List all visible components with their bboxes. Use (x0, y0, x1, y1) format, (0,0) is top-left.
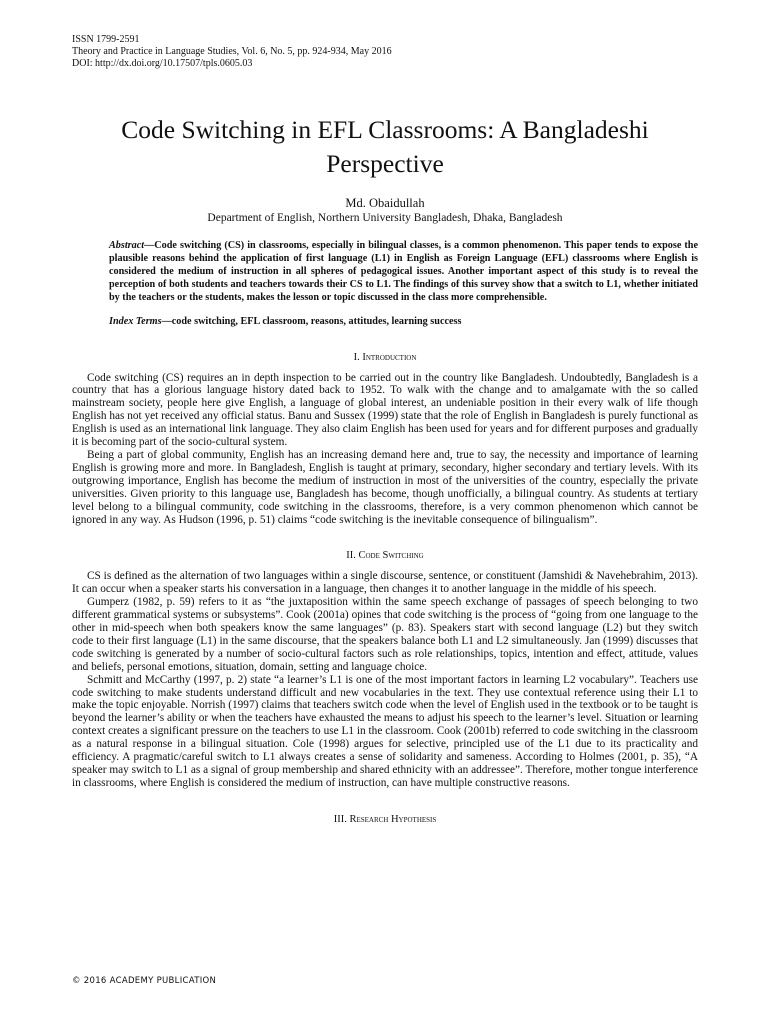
issn-line: ISSN 1799-2591 (72, 34, 140, 45)
paper-title: Code Switching in EFL Classrooms: A Bangladeshi Perspective (121, 115, 649, 178)
author-affiliation: Department of English, Northern University Bangladesh, Dhaka, Bangladesh (207, 212, 563, 224)
body-paragraph: Gumperz (1982, p. 59) refers to it as “the juxtaposition within the same speech exchange of passages of speech belonging to two different grammatical systems or subsystems”. Cook (2001a) opines that code switching is the process of “going from one language to the other in mid-speech when both speakers know the same languages” (p. 83). Speakers start with second language (L2) but they switch code to their first language (L1) in the same discourse, that the speakers balance both L1 and L2 simultaneously. Jan (1999) discusses that code switching is generated by a number of socio-cultural factors such as role relationships, topics, intention and effect, attitude, values and beliefs, personal emotions, situation, domain, setting and language choice. (72, 596, 698, 673)
body-paragraph: Schmitt and McCarthy (1997, p. 2) state “a learner’s L1 is one of the most important factors in learning L2 vocabulary”. Teachers use code switching to make students understand difficult and new vocabularies in the text. They use contextual reference using their L1 to make the topic enjoyable. Norrish (1997) claims that teachers switch code when the level of English used in the textbook or to be taught is beyond the learner’s ability or when the teachers have exhausted the means to adjust his speech to the learner’s level. Situation or learning context creates a significant pressure on the teachers to use L1 in the classroom. Cook (2001b) referred to code switching in the classroom as a natural response in a bilingual situation. Cole (1998) argues for selective, principled use of the L1 due to its practicality and efficiency. A pragmatic/careful switch to L1 always creates a sense of solidarity and sameness. According to Holmes (2001, p. 35), “A speaker may switch to L1 as a signal of group membership and shared ethnicity with an addressee”. Therefore, mother tongue interference in classrooms, where English is considered the medium of instruction, can have multiple constructive reasons. (72, 673, 698, 789)
index-terms-text: —code switching, EFL classroom, reasons, attitudes, learning success (161, 315, 462, 327)
paper-page (72, 34, 698, 834)
section-heading-code-switching: II. Code Switching (346, 550, 424, 562)
abstract-text: —Code switching (CS) in classrooms, especially in bilingual classes, is a common phenomenon. This paper tends to expose the plausible reasons behind the application of first language (L1) in English as Foreign Language (EFL) classrooms where English is considered the medium of instruction in all spheres of pedagogical issues. Another important aspect of this study is to reveal the perception of both students and teachers towards their CS to L1. The findings of this survey show that a switch to L1, whether initiated by the teachers or the students, makes the lesson or topic discussed in the class more comprehensible. (109, 240, 698, 303)
body-paragraph: CS is defined as the alternation of two languages within a single discourse, sentence, or constituent (Jamshidi & Navehebrahim, 2013). It can occur when a speaker starts his conversation in a language, then changes it to another language in the middle of his speech. (72, 570, 698, 596)
body-paragraph: Code switching (CS) requires an in depth inspection to be carried out in the country like Bangladesh. Undoubtedly, Bangladesh is a country that has a glorious language history dated back to 1952. To walk with the change and to amalgamate with the so called mainstream society, people here give English, a language of global interest, an undeniable position in their every walk of life though English has not yet received any official status. Banu and Sussex (1999) state that the role of English in Bangladesh is purely functional as English is used as an international link language. They also claim English has been used for years and for different purposes and gradually it is becoming part of the socio-cultural system. (72, 371, 699, 449)
journal-citation: Theory and Practice in Language Studies, Vol. 6, No. 5, pp. 924-934, May 2016 (72, 46, 392, 57)
publisher-footer: © 2016 ACADEMY PUBLICATION (72, 976, 217, 986)
abstract (109, 240, 698, 305)
abstract-label: Abstract (109, 240, 145, 251)
section-heading-research-hypothesis: III. Research Hypothesis (333, 813, 437, 825)
index-terms-label: Index Terms (109, 315, 162, 327)
index-terms (109, 315, 698, 328)
author-name: Md. Obaidullah (345, 196, 425, 210)
body-paragraph: Being a part of global community, English has an increasing demand here and, true to say, the necessity and importance of learning English is growing more and more. In Bangladesh, English is taught at primary, secondary, higher secondary and tertiary levels. With its outgrowing importance, English has become the medium of instruction in most of the universities of the country, especially the private universities. Given priority to this language use, Bangladesh has become, though unofficially, a bilingual country. As students at tertiary level belong to a bilingual community, code switching in the classrooms, therefore, is a very common phenomenon which cannot be ignored in any way. As Hudson (1996, p. 51) claims “code switching is the inevitable consequence of bilingualism”. (72, 448, 698, 526)
doi-line[interactable]: DOI: http://dx.doi.org/10.17507/tpls.0605.03 (72, 58, 253, 69)
section-heading-introduction: I. Introduction (353, 351, 417, 363)
